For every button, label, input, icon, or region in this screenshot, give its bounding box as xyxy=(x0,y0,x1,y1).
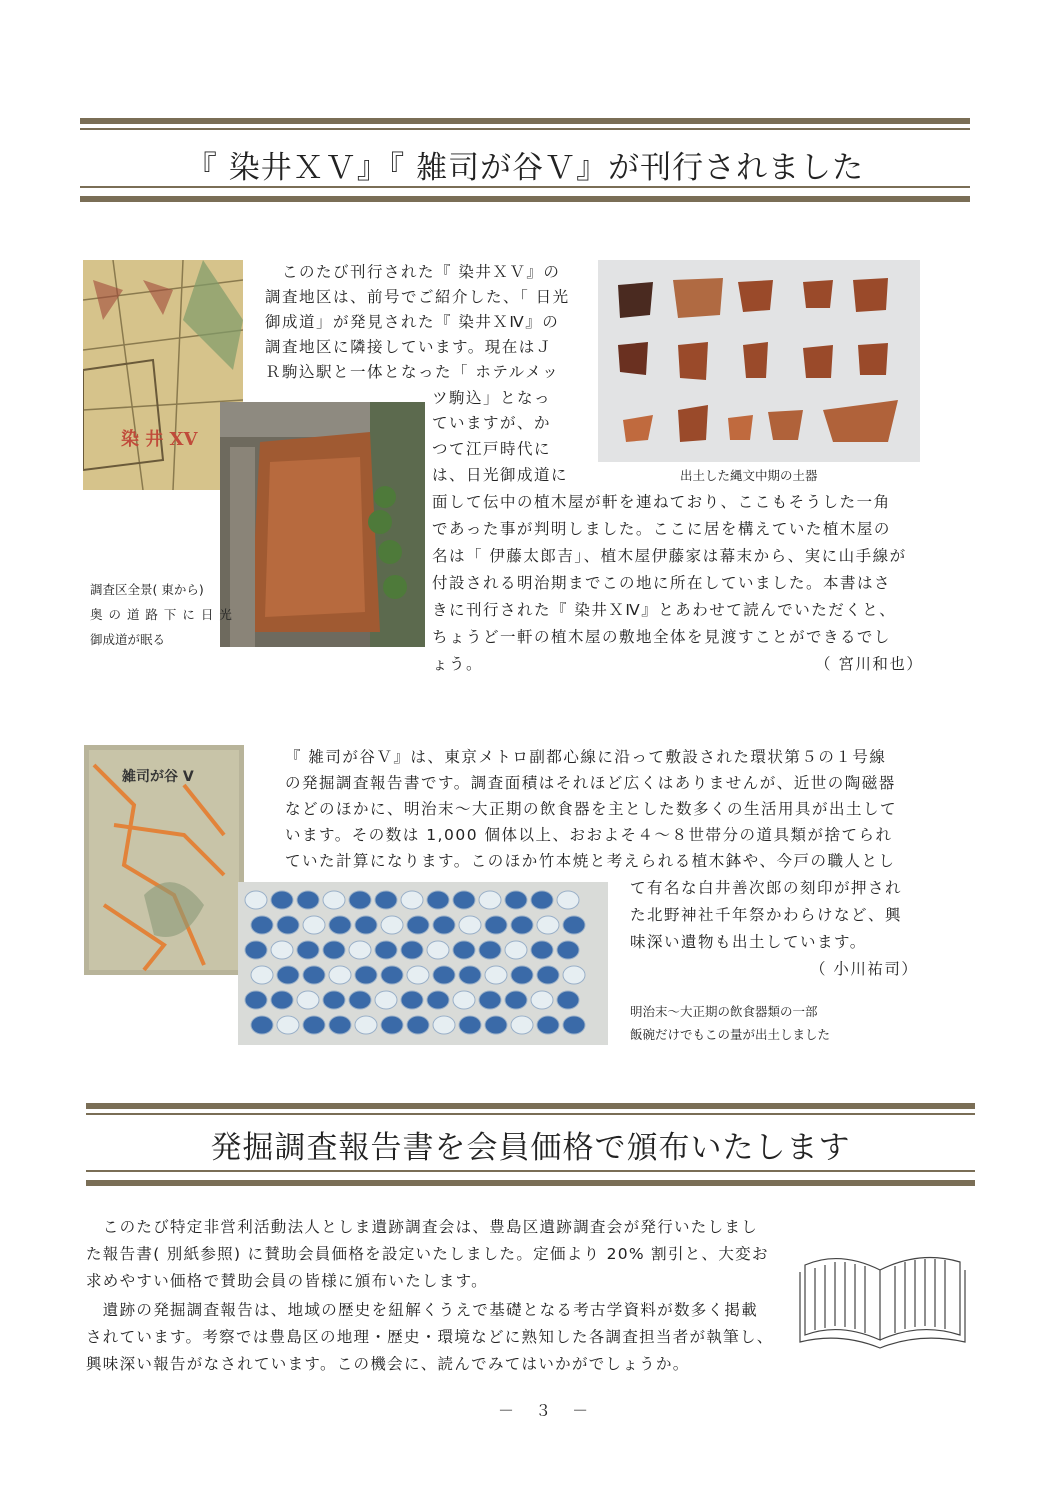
jomon-pottery-photo xyxy=(598,260,920,462)
header-rule-top-thin xyxy=(80,128,970,130)
s2-line-6: た北野神社千年祭かわらけなど、興 xyxy=(630,906,903,924)
s1-line-10: であった事が判明しました。ここに居を構えていた植木屋の xyxy=(432,520,891,538)
site-caption-line-3: 御成道が眠る xyxy=(90,632,166,647)
s1-line-9: 面して伝中の植木屋が軒を連ねており、ここもそうした一角 xyxy=(432,493,891,511)
site-caption-line-2: 奥 の 道 路 下 に 日 光 xyxy=(90,607,233,622)
s1-line-6: ていますが、か xyxy=(432,414,552,432)
s1-line-12: 付設される明治期までこの地に所在していました。本書はさ xyxy=(432,574,892,592)
tableware-caption-line-2: 飯碗だけでもこの量が出土しました xyxy=(630,1027,831,1042)
s1-line-5: ツ駒込」となっ xyxy=(432,389,552,407)
s3-line-2: 求めやすい価格で賛助会員の皆様に頒布いたします。 xyxy=(86,1272,488,1290)
s1-line-2: 御成道」が発見された『 染井ＸⅣ』の xyxy=(265,313,560,331)
s2-line-2: などのほかに、明治末～大正期の飲食器を主とした数多くの生活用具が出土して xyxy=(285,800,898,818)
zoshigaya-v-cover-title: 雑司が谷 V xyxy=(122,769,194,785)
s1-line-15: ょう。 xyxy=(432,655,484,673)
s1-line-13: きに刊行された『 染井ＸⅣ』とあわせて読んでいただくと、 xyxy=(432,601,897,619)
s3-line-0: このたび特定非営利活動法人としま遺跡調査会は、豊島区遺跡調査会が発行いたしまし xyxy=(86,1218,759,1236)
s2-line-0: 『 雑司が谷Ｖ』は、東京メトロ副都心線に沿って敷設された環状第５の１号線 xyxy=(285,748,887,766)
s1-line-1: 調査地区は、前号でご紹介した、「 日光 xyxy=(265,288,570,306)
header-rule-bottom-thin xyxy=(80,186,970,188)
s1-line-0: このたび刊行された『 染井ＸＶ』の xyxy=(265,263,561,281)
s3-line-3: 遺跡の発掘調査報告は、地域の歴史を紐解くうえで基礎となる考古学資料が数多く掲載 xyxy=(86,1301,759,1319)
s3-line-1: た報告書( 別紙参照) に賛助会員価格を設定いたしました。定価より 20% 割引と、大変お xyxy=(86,1245,769,1263)
header-rule-bottom-thick xyxy=(80,196,970,202)
open-book-icon xyxy=(795,1240,970,1360)
header-rule-top-thick xyxy=(80,118,970,124)
header2-rule-bottom-thin xyxy=(86,1170,975,1172)
s1-line-3: 調査地区に隣接しています。現在はＪ xyxy=(265,338,553,356)
s2-line-7: 味深い遺物も出土しています。 xyxy=(630,933,867,951)
excavation-site-photo xyxy=(220,402,425,647)
site-caption-line-1: 調査区全景( 東から) xyxy=(90,582,204,597)
section3-title: 発掘調査報告書を会員価格で頒布いたします xyxy=(210,1130,851,1166)
page-number: － ３ － xyxy=(498,1401,597,1420)
section1-title: 『 染井ＸＶ』『 雑司が谷Ｖ』が刊行されました xyxy=(185,150,865,186)
somei-xv-cover-image xyxy=(83,260,243,490)
s2-line-1: の発掘調査報告書です。調査面積はそれほど広くはありませんが、近世の陶磁器 xyxy=(285,774,896,792)
tableware-caption-line-1: 明治末～大正期の飲食器類の一部 xyxy=(630,1004,818,1019)
header2-rule-top-thin xyxy=(86,1113,975,1115)
s1-line-4: Ｒ駒込駅と一体となった「 ホテルメッ xyxy=(265,363,560,381)
header2-rule-top-thick xyxy=(86,1103,975,1109)
somei-xv-cover-title: 染 井 XV xyxy=(121,429,198,450)
s2-line-3: います。その数は 1,000 個体以上、おおよそ４～８世帯分の道具類が捨てられ xyxy=(285,826,893,844)
s2-line-5: て有名な白井善次郎の刻印が押され xyxy=(630,879,903,897)
s1-line-11: 名は「 伊藤太郎吉」、植木屋伊藤家は幕末から、実に山手線が xyxy=(432,547,907,565)
s1-line-8: は、日光御成道に xyxy=(432,466,569,484)
zoshigaya-v-cover-image xyxy=(84,745,244,975)
s1-author: （ 宮川和也） xyxy=(815,655,924,673)
tableware-photo xyxy=(238,882,608,1045)
s3-line-5: 興味深い報告がなされています。この機会に、読んでみてはいかがでしょうか。 xyxy=(86,1355,690,1373)
s3-line-4: されています。考察では豊島区の地理・歴史・環境などに熟知した各調査担当者が執筆し、 xyxy=(86,1328,774,1346)
pottery-caption: 出土した縄文中期の土器 xyxy=(680,468,818,483)
header2-rule-bottom-thick xyxy=(86,1180,975,1186)
s2-line-4: ていた計算になります。このほか竹本焼と考えられる植木鉢や、今戸の職人とし xyxy=(285,852,896,870)
s1-line-14: ちょうど一軒の植木屋の敷地全体を見渡すことができるでし xyxy=(432,628,891,646)
s1-line-7: つて江戸時代に xyxy=(432,440,552,458)
s2-author: （ 小川祐司） xyxy=(810,960,919,978)
